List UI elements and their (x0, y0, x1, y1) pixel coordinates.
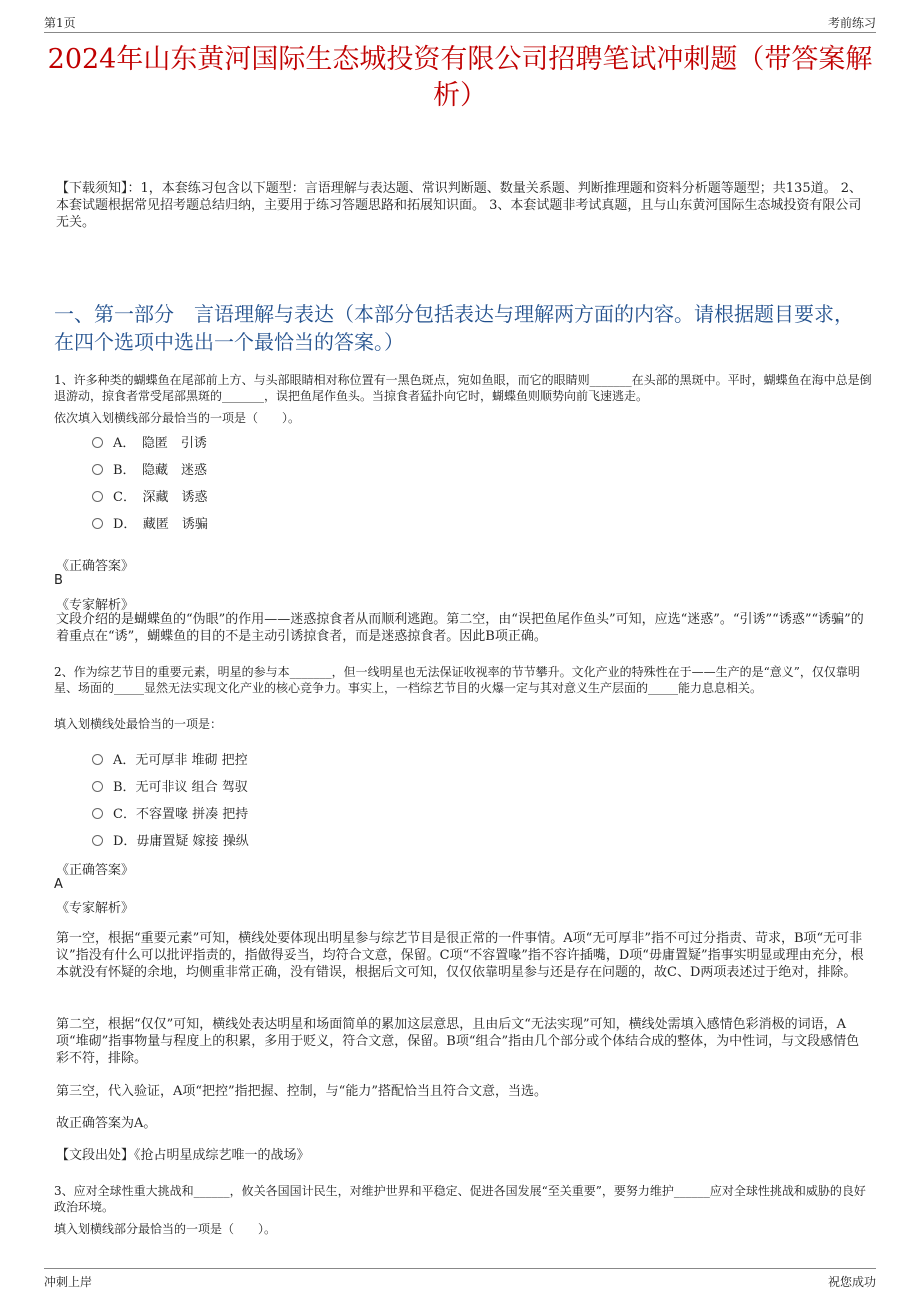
page-header (44, 12, 876, 33)
q2-option-c[interactable]: C．不容置喙 拼凑 把持 (92, 803, 248, 822)
q1-prompt: 依次填入划横线部分最恰当的一项是（ ）。 (54, 411, 301, 425)
q1-analysis: 文段介绍的是蝴蝶鱼的“伪眼”的作用——迷惑掠食者从而顺利逃跑。第二空，由“误把鱼尾作鱼头”可知，应选“迷惑”。“引诱”“诱惑”“诱骗”的着重点在“诱”，蝴蝶鱼的目的不是主动引诱掠食者，而是迷惑掠食者。因此B项正确。 (56, 612, 864, 644)
q1-analysis-label: 《专家解析》 (56, 598, 135, 613)
q1-answer-label: 《正确答案》 (56, 559, 135, 574)
q2-option-a[interactable]: A．无可厚非 堆砌 把控 (92, 749, 248, 768)
footer-left: 冲刺上岸 (44, 1275, 93, 1289)
q2-analysis-p3: 第三空，代入验证，A项“把控”指把握、控制，与“能力”搭配恰当且符合文意，当选。 (56, 1084, 547, 1099)
radio-icon[interactable] (92, 754, 103, 765)
document-title: 2024年山东黄河国际生态城投资有限公司招聘笔试冲刺题（带答案解析） (47, 44, 873, 111)
radio-icon[interactable] (92, 437, 103, 448)
q2-analysis-p4: 故正确答案为A。 (56, 1116, 157, 1131)
q1-option-d[interactable]: D． 藏匿 诱骗 (92, 513, 208, 532)
radio-icon[interactable] (92, 491, 103, 502)
page-footer (44, 1268, 876, 1289)
q2-analysis-p2: 第二空，根据“仅仅”可知，横线处表达明星和场面简单的累加这层意思，且由后文“无法实现”可知，横线处需填入感情色彩消极的词语，A项“堆砌”指事物量与程度上的积累，多用于贬义，符合文意，保留。B项“组合”指由几个部分或个体结合成的整体，为中性词，与文段感情色彩不符，排除。 (56, 1017, 860, 1066)
radio-icon[interactable] (92, 464, 103, 475)
q2-option-d[interactable]: D．毋庸置疑 嫁接 操纵 (92, 830, 249, 849)
q2-analysis-p1: 第一空，根据“重要元素”可知，横线处要体现出明星参与综艺节目是很正常的一件事情。A项“无可厚非”指不可过分指责、苛求，B项“无可非议”指没有什么可以批评指责的，指做得妥当，均符合文意，保留。C项“不容置喙”指不容许插嘴，D项“毋庸置疑”指事实明显或理由充分，根本就没有怀疑的余地，均侧重非常正确，没有错误，根据后文可知，仅仅依靠明星参与还是存在问题的，故C、D两项表述过于绝对，排除。 (56, 931, 864, 980)
q1-option-b[interactable]: B． 隐藏 迷惑 (92, 459, 207, 478)
header-tag: 考前练习 (827, 16, 876, 30)
q3-prompt: 填入划横线部分最恰当的一项是（ ）。 (54, 1222, 277, 1236)
q2-analysis-label: 《专家解析》 (56, 901, 135, 916)
section-heading: 一、第一部分 言语理解与表达（本部分包括表达与理解两方面的内容。请根据题目要求，在四个选项中选出一个最恰当的答案。） (54, 302, 854, 354)
q2-stem: 2、作为综艺节目的重要元素，明星的参与本_______，但一线明星也无法保证收视率的节节攀升。文化产业的特殊性在于——生产的是“意义”，仅仅靠明星、场面的_____显然无法实现文化产业的核心竞争力。事实上，一档综艺节目的火爆一定与其对意义生产层面的_____能力息息相关。 (54, 665, 860, 695)
radio-icon[interactable] (92, 808, 103, 819)
q2-prompt: 填入划横线处最恰当的一项是： (54, 717, 223, 731)
q1-stem: 1、许多种类的蝴蝶鱼在尾部前上方、与头部眼睛相对称位置有一黑色斑点，宛如鱼眼，而它的眼睛则_______在头部的黑斑中。平时，蝴蝶鱼在海中总是倒退游动，掠食者常受尾部黑斑的_______，误把鱼尾作鱼头。当掠食者猛扑向它时，蝴蝶鱼则顺势向前飞速逃走。 (54, 373, 872, 403)
q2-source: 【文段出处】《抢占明星成综艺唯一的战场》 (56, 1148, 310, 1163)
download-notice: 【下载须知】：1，本套练习包含以下题型：言语理解与表达题、常识判断题、数量关系题、判断推理题和资料分析题等题型；共135道。 2、本套试题根据常见招考题总结归纳，主要用于练习答题思路和拓展知识面。 3、本套试题非考试真题，且与山东黄河国际生态城投资有限公司无关。 (56, 181, 862, 230)
q1-answer: B (54, 573, 63, 588)
q1-option-a[interactable]: A． 隐匿 引诱 (92, 432, 207, 451)
q2-answer: A (54, 877, 63, 892)
q3-stem: 3、应对全球性重大挑战和______，攸关各国国计民生，对维护世界和平稳定、促进各国发展“至关重要”，要努力维护______应对全球性挑战和威胁的良好政治环境。 (54, 1184, 866, 1214)
q2-option-b[interactable]: B．无可非议 组合 驾驭 (92, 776, 248, 795)
q2-answer-label: 《正确答案》 (56, 863, 135, 878)
radio-icon[interactable] (92, 518, 103, 529)
radio-icon[interactable] (92, 781, 103, 792)
radio-icon[interactable] (92, 835, 103, 846)
page-number: 第1页 (44, 16, 76, 30)
q1-option-c[interactable]: C． 深藏 诱惑 (92, 486, 207, 505)
footer-right: 祝您成功 (827, 1275, 876, 1289)
